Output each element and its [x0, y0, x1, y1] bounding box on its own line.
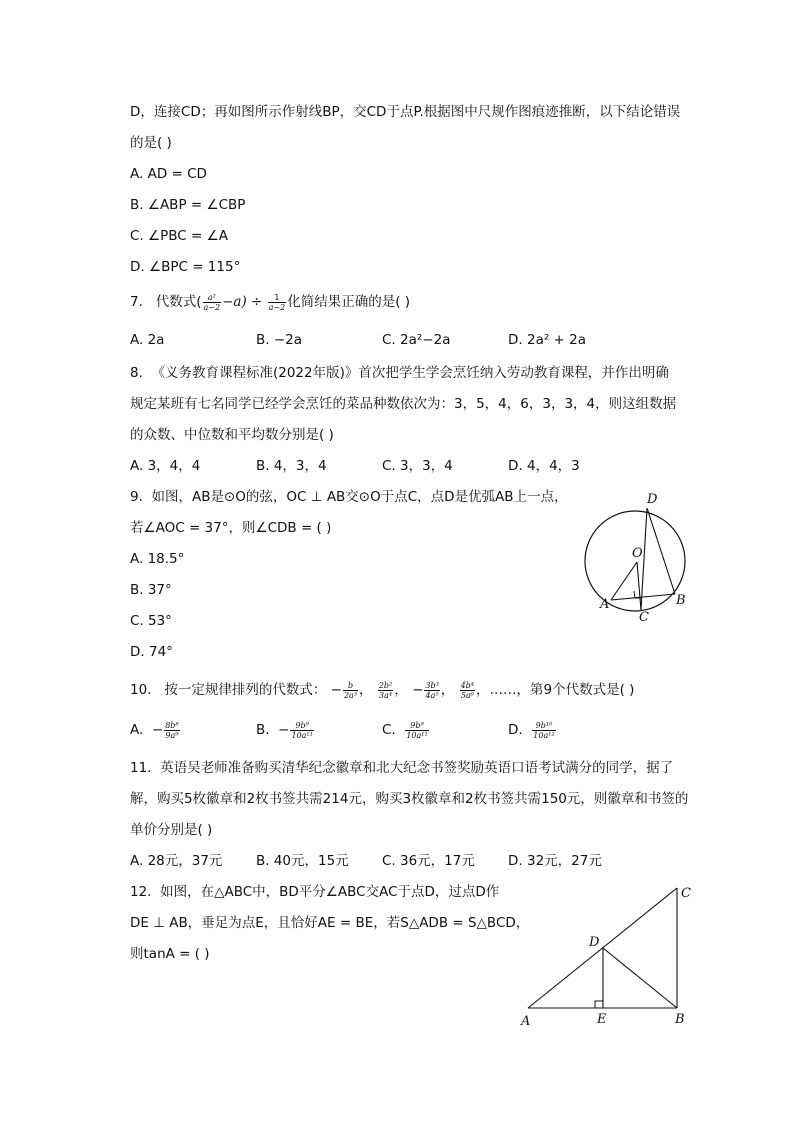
q6-option-a[interactable]: A. AD = CD	[130, 166, 207, 182]
q12-number: 12.	[130, 884, 152, 900]
q10-prefix: 按一定规律排列的代数式：	[164, 682, 327, 698]
q8-option-b[interactable]: B. 4，3，4	[256, 458, 327, 474]
q7-stem	[130, 292, 410, 312]
q7-option-b[interactable]: B. −2a	[256, 332, 303, 348]
q12-segment-bd	[603, 948, 677, 1008]
q12-right-angle-mark	[595, 1001, 603, 1008]
q6-option-c[interactable]: C. ∠PBC = ∠A	[130, 228, 228, 244]
q9-segment-db	[647, 508, 675, 594]
q6-option-b[interactable]: B. ∠ABP = ∠CBP	[130, 197, 246, 213]
q7-number: 7.	[130, 294, 143, 310]
q8-option-c[interactable]: C. 3，3，4	[382, 458, 453, 474]
q7-prefix: 代数式(	[155, 294, 202, 310]
q7-fraction-2: $\frac{1}{a-2}$	[268, 292, 286, 312]
q12-triangle-figure	[515, 880, 695, 1030]
q7-mid: −a) ÷	[222, 294, 263, 310]
q12-stem-line1: 12. 如图，在△ABC中，BD平分∠ABC交AC于点D，过点D作	[130, 884, 500, 900]
q8-option-d[interactable]: D. 4，4，3	[508, 458, 580, 474]
q6-option-d[interactable]: D. ∠BPC = 115°	[130, 259, 241, 275]
q8-stem-line1: 8. 《义务教育课程标准(2022年版)》首次把学生学会烹饪纳入劳动教育课程，并作出明确	[130, 365, 669, 381]
q10-number: 10.	[130, 682, 152, 698]
q11-stem-line3: 单价分别是( )	[130, 822, 213, 838]
q10-term-3: − $\frac{\text{3b³}}{\text{4a⁵}}$	[412, 680, 439, 700]
q12-label-e: E	[597, 1012, 607, 1027]
q7-option-d[interactable]: D. 2a² + 2a	[508, 332, 587, 348]
q10-term-1: − $\frac{b}{\text{2a³}}$	[330, 680, 358, 700]
q9-label-b: B	[676, 593, 686, 608]
q12-label-a: A	[521, 1014, 531, 1029]
q9-label-d: D	[647, 492, 658, 507]
q11-stem-line1: 11. 英语吴老师准备购买清华纪念徽章和北大纪念书签奖励英语口语考试满分的同学，据了	[130, 760, 674, 776]
q7-fraction-1: $\frac{\text{a²}}{a-2}$	[203, 292, 221, 312]
q10-option-b[interactable]: B. − $\frac{\text{9b⁹}}{\text{10a¹¹}}$	[256, 720, 313, 740]
q9-circle-figure	[583, 488, 693, 624]
q9-label-o: O	[632, 546, 643, 561]
q10-term-2: $\frac{\text{2b²}}{\text{3a⁴}}$	[378, 680, 393, 700]
q8-stem-line3: 的众数、中位数和平均数分别是( )	[130, 427, 334, 443]
q9-option-c[interactable]: C. 53°	[130, 613, 172, 629]
q10-stem: 10. 按一定规律排列的代数式： − $\frac{b}{\text{2a³}}$ ， $\frac{\text{2b²}}{\text{3a⁴}}$ ， − $\frac{\text{3b³}}{\text{4a⁵}}$ ， $\frac{\text{4b⁴}}{\text{5a⁶}}$ ，……，第9个代数式是( )	[130, 680, 635, 700]
q6-stem-line2: 的是( )	[130, 135, 172, 151]
q9-option-b[interactable]: B. 37°	[130, 582, 172, 598]
q10-option-d[interactable]: D. $\frac{\text{9b¹⁰}}{\text{10a¹²}}$	[508, 720, 555, 740]
q9-chord-ab	[611, 594, 675, 600]
q11-number: 11.	[130, 760, 152, 776]
q9-stem-line1: 9. 如图，AB是⊙O的弦，OC ⊥ AB交⊙O于点C，点D是优弧AB上一点，	[130, 489, 568, 505]
q11-option-c[interactable]: C. 36元，17元	[382, 853, 475, 869]
q11-stem-line2: 解，购买5枚徽章和2枚书签共需214元，购买3枚徽章和2枚书签共需150元，则徽章和书签的	[130, 791, 689, 807]
q12-stem-line3: 则tanA = ( )	[130, 946, 210, 962]
q9-number: 9.	[130, 489, 143, 505]
q10-option-a[interactable]: A. − $\frac{\text{8b⁸}}{\text{9a⁹}}$	[130, 720, 179, 740]
q10-option-c[interactable]: C. $\frac{\text{9b⁹}}{\text{10a¹¹}}$	[382, 720, 428, 740]
q12-stem-line2: DE ⊥ AB，垂足为点E，且恰好AE = BE，若S△ADB = S△BCD，	[130, 915, 530, 931]
q9-option-d[interactable]: D. 74°	[130, 644, 173, 660]
q8-option-a[interactable]: A. 3，4，4	[130, 458, 201, 474]
q9-segment-oc	[637, 562, 641, 610]
q9-segment-ao	[611, 562, 637, 600]
q11-option-a[interactable]: A. 28元，37元	[130, 853, 223, 869]
q12-label-d: D	[589, 935, 600, 950]
q12-label-b: B	[675, 1012, 685, 1027]
q8-number: 8.	[130, 365, 143, 381]
q11-option-d[interactable]: D. 32元，27元	[508, 853, 602, 869]
q11-option-b[interactable]: B. 40元，15元	[256, 853, 349, 869]
q8-stem-line2: 规定某班有七名同学已经学会烹饪的菜品种数依次为：3，5，4，6，3，3，4，则这组数据	[130, 396, 677, 412]
q6-stem-line1: D，连接CD；再如图所示作射线BP，交CD于点P.根据图中尺规作图痕迹推断，以下结论错误	[130, 104, 681, 120]
q7-option-a[interactable]: A. 2a	[130, 332, 165, 348]
q7-option-c[interactable]: C. 2a²−2a	[382, 332, 451, 348]
q7-suffix: 化简结果正确的是( )	[287, 294, 411, 310]
q10-suffix: ，……，第9个代数式是( )	[476, 682, 635, 698]
q9-label-c: C	[639, 610, 649, 624]
q9-label-a: A	[600, 597, 610, 612]
q9-option-a[interactable]: A. 18.5°	[130, 551, 185, 567]
q12-label-c: C	[681, 886, 691, 901]
q9-stem-line2: 若∠AOC = 37°，则∠CDB = ( )	[130, 520, 332, 536]
q10-term-4: $\frac{\text{4b⁴}}{\text{5a⁶}}$	[460, 680, 475, 700]
